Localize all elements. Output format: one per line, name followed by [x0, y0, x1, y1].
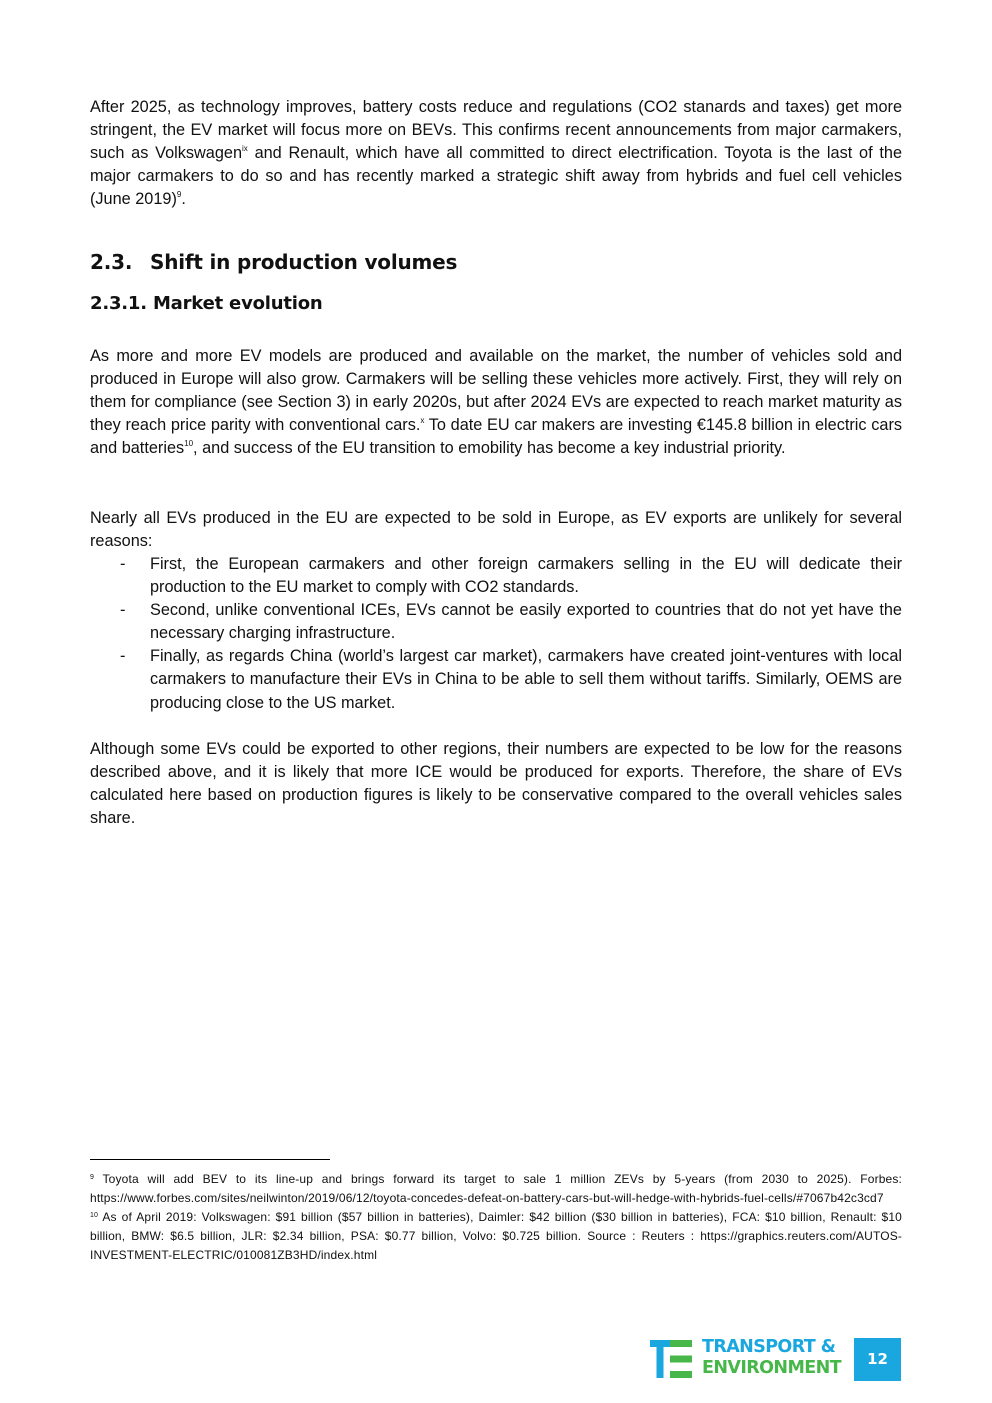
- subsection-heading: 2.3.1. Market evolution: [90, 293, 323, 314]
- footnote-9: $^9$ Toyota will add BEV to its line-up and brings forward its target to sale 1 million ZEVs by 5-years (from 2030 to 2025). Forbes: https://www.forbes.com/sites/neilwinton/2019/06/12/toyota-concedes-defeat-on-battery-cars-but-will-hedge-with-hybrids-fuel-cells/#7067b42c3cd7: [90, 1172, 902, 1205]
- brand-name: [702, 1337, 841, 1379]
- market-paragraph: As more and more EV models are produced and available on the market, the number of vehicles sold and produced in Europe will also grow. Carmakers will be selling these vehicles more actively. First, they will rely on them for compliance (see Section 3) in early 2020s, but after 2024 EVs are expected to reach market maturity as they reach price parity with conventional cars.$^x$ To date EU car makers are investing €145.8 billion in electric cars and batteries$^{10}$, and success of the EU transition to emobility has become a key industrial priority.: [90, 347, 903, 458]
- brand-logo: [650, 1337, 850, 1381]
- footnote-10: $^{10}$ As of April 2019: Volkswagen: $91 billion ($57 billion in batteries), Daimler: $42 billion ($30 billion in batteries), FCA: $10 billion, Renault: $10 billion, BMW: $6.5 billion, JLR: $2.34 billion, PSA: $0.77 billion, Volvo: $0.725 billion. Source : Reuters : https://graphics.reuters.com/AUTOS-INVESTMENT-ELECTRIC/010081ZB3HD/index.html: [90, 1210, 902, 1262]
- list-item: - Finally, as regards China (world’s largest car market), carmakers have created joint-ventures with local carmakers to manufacture their EVs in China to be able to sell them without tariffs. Similarly, OEMS are producing close to the US market.: [120, 647, 902, 712]
- exports-paragraph: Nearly all EVs produced in the EU are expected to be sold in Europe, as EV exports are unlikely for several reasons:: [90, 509, 902, 551]
- brand-line-2: ENVIRONMENT: [702, 1358, 842, 1378]
- footnotes: [90, 1170, 902, 1265]
- section-heading: 2.3. Shift in production volumes: [90, 250, 458, 274]
- reasons-list: [90, 553, 902, 715]
- list-item: - First, the European carmakers and other foreign carmakers selling in the EU will dedicate their production to the EU market to comply with CO2 standards.: [120, 555, 902, 597]
- page-number: 12: [854, 1338, 901, 1381]
- te-logo-icon: [650, 1338, 694, 1380]
- footnote-separator: [90, 1159, 330, 1160]
- list-item: - Second, unlike conventional ICEs, EVs cannot be easily exported to countries that do not yet have the necessary charging infrastructure.: [120, 601, 902, 643]
- intro-paragraph: After 2025, as technology improves, battery costs reduce and regulations (CO2 stanards and taxes) get more stringent, the EV market will focus more on BEVs. This confirms recent announcements from major carmakers, such as Volkswagen$^{ix}$ and Renault, which have all committed to direct electrification. Toyota is the last of the major carmakers to do so and has recently marked a strategic shift away from hybrids and fuel cell vehicles (June 2019)$^9$.: [90, 98, 902, 209]
- conclusion-paragraph: Although some EVs could be exported to other regions, their numbers are expected to be low for the reasons described above, and it is likely that more ICE would be produced for exports. Therefore, the share of EVs calculated here based on production figures is likely to be conservative compared to the overall vehicles sales share.: [90, 740, 902, 828]
- brand-line-1: TRANSPORT &: [702, 1337, 836, 1357]
